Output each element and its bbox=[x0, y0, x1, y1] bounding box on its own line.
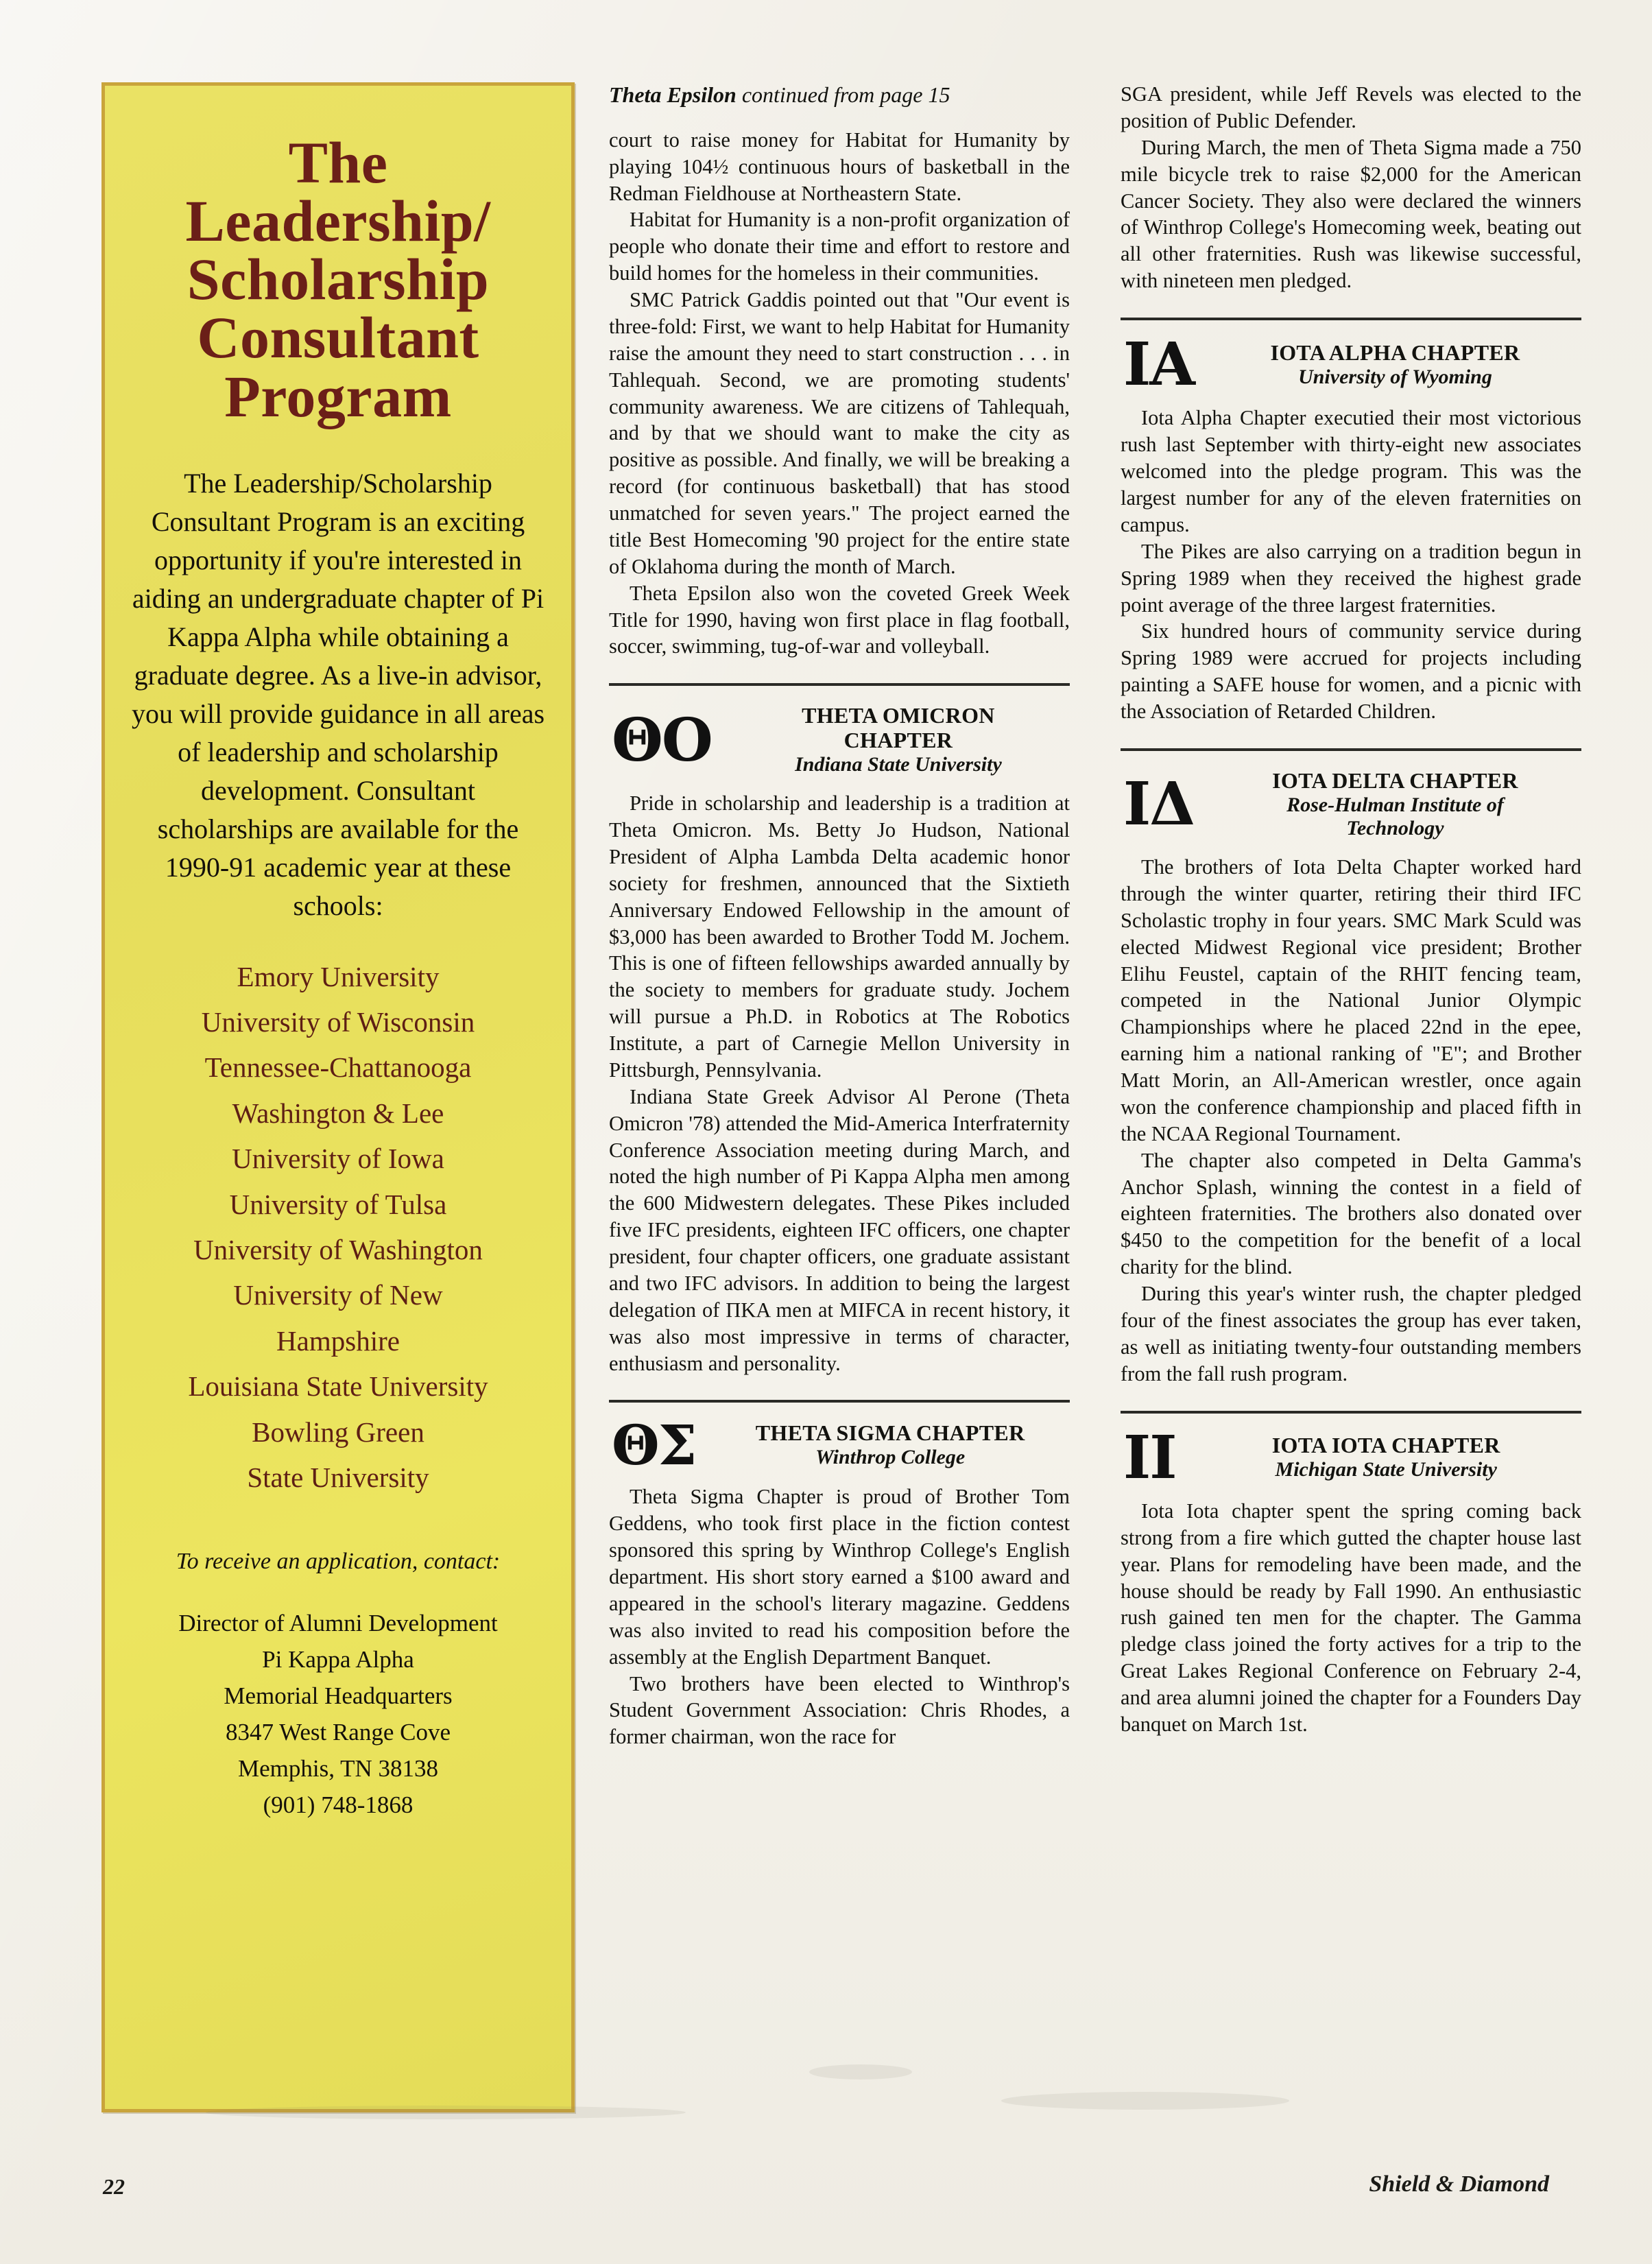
continued-from-line bbox=[609, 81, 1070, 109]
school-item: Emory University bbox=[237, 960, 440, 992]
school-item: Bowling Green bbox=[252, 1416, 424, 1448]
greek-letters-icon: ΘΣ bbox=[612, 1413, 696, 1478]
chapter-name-line-2: CHAPTER bbox=[843, 728, 953, 753]
publication-name: Shield & Diamond bbox=[1369, 2171, 1549, 2197]
section-divider bbox=[609, 1400, 1070, 1403]
school-item: University of Iowa bbox=[232, 1143, 444, 1175]
chapter-school: Michigan State University bbox=[1275, 1458, 1497, 1481]
article-paragraph: SMC Patrick Gaddis pointed out that "Our event is three-fold: First, we want to help Habitat for Humanity raise the amount they need to start construction . . . in Tahlequah. Second, we are promoting students' community awareness. We are citizens of Tahlequah, and by that we should want to make the city as positive as possible. And finally, we will be breaking a record (for continuous basketball) that has stood unmatched for seven years." The project earned the title Best Homecoming '90 project for the entire state of Oklahoma during the month of March. bbox=[609, 288, 1070, 578]
article-paragraph: Habitat for Humanity is a non-profit organization of people who donate their time and effort to restore and build homes for the homeless in their communities. bbox=[609, 208, 1070, 285]
school-item: Louisiana State University bbox=[188, 1370, 488, 1403]
school-item: University of New bbox=[233, 1279, 443, 1311]
contact-line: 8347 West Range Cove bbox=[225, 1719, 451, 1746]
greek-letters-icon: ΙΔ bbox=[1123, 770, 1194, 839]
article-paragraph: Theta Epsilon also won the coveted Greek Week Title for 1990, having won first place in flag football, soccer, swimming, tug-of-war and volleyball. bbox=[609, 581, 1070, 658]
continued-chapter-name: Theta Epsilon bbox=[609, 82, 737, 107]
promo-title-line-2: Leadership/ bbox=[185, 188, 491, 254]
school-item: University of Wisconsin bbox=[201, 1006, 475, 1038]
chapter-school: University of Wyoming bbox=[1298, 365, 1492, 388]
article-paragraph: During this year's winter rush, the chapter pledged four of the finest associates the group has ever taken, as well as initiating twenty-four outstanding members from the fall rush program. bbox=[1121, 1282, 1581, 1385]
scan-artifact bbox=[206, 2106, 686, 2119]
article-paragraph: Iota Iota chapter spent the spring coming back strong from a fire which gutted the chapter house last year. Plans for remodeling have been made, and the house should be ready by Fall 1990. An enthusiastic rush gained ten men for the chapter. The Gamma pledge class joined the forty actives for a trip to the Great Lakes Regional Conference on February 2-4, and area alumni joined the chapter for a Founders Day banquet on March 1st. bbox=[1121, 1499, 1581, 1736]
promo-title-line-4: Consultant bbox=[197, 305, 479, 371]
contact-line: Pi Kappa Alpha bbox=[262, 1645, 414, 1673]
school-item: Hampshire bbox=[276, 1324, 400, 1357]
continued-note: continued from page 15 bbox=[741, 82, 950, 107]
contact-line: Director of Alumni Development bbox=[178, 1609, 498, 1636]
article-paragraph: court to raise money for Habitat for Humanity by playing 104½ continuous hours of basketball in the Redman Fieldhouse at Northeastern State. bbox=[609, 128, 1070, 205]
chapter-school: Indiana State University bbox=[795, 752, 1002, 776]
chapter-name-line-1: THETA OMICRON bbox=[802, 703, 995, 728]
scan-artifact bbox=[1001, 2092, 1289, 2110]
chapter-header-iota-iota bbox=[1121, 1422, 1581, 1492]
chapter-header-iota-alpha bbox=[1121, 330, 1581, 399]
section-divider bbox=[1121, 318, 1581, 320]
section-divider bbox=[1121, 748, 1581, 751]
promo-title-line-5: Program bbox=[224, 363, 452, 429]
promo-contact-lead: To receive an application, contact: bbox=[176, 1548, 501, 1574]
chapter-header-theta-omicron bbox=[609, 704, 1070, 776]
chapter-name-line-1: IOTA IOTA CHAPTER bbox=[1271, 1433, 1500, 1458]
promo-contact-block bbox=[131, 1605, 545, 1824]
chapter-name-line-1: THETA SIGMA CHAPTER bbox=[755, 1420, 1025, 1446]
contact-phone: (901) 748-1868 bbox=[263, 1791, 414, 1819]
school-item: University of Tulsa bbox=[229, 1188, 447, 1220]
greek-letters-icon: ΘΟ bbox=[612, 705, 712, 775]
article-paragraph: The Pikes are also carrying on a tradition begun in Spring 1989 when they received the highest grade point average of the three largest fraternities. bbox=[1121, 539, 1581, 617]
section-divider bbox=[1121, 1411, 1581, 1414]
section-divider bbox=[609, 683, 1070, 686]
article-paragraph: Six hundred hours of community service during Spring 1989 were accrued for projects including painting a SAFE house for women, and a picnic with the Association of Retarded Children. bbox=[1121, 619, 1581, 724]
contact-line: Memphis, TN 38138 bbox=[238, 1755, 438, 1783]
chapter-header-theta-sigma bbox=[609, 1413, 1070, 1478]
promo-title-line-1: The bbox=[288, 130, 388, 195]
article-paragraph: Theta Sigma Chapter is proud of Brother Tom Geddens, who took first place in the fiction contest sponsored this spring by Winthrop College's English department. His short story earned a $100 award and appeared in the school's literary magazine. Geddens was also invited to read his composition before the assembly at the English Department Banquet. bbox=[609, 1485, 1070, 1669]
article-paragraph: Iota Alpha Chapter executied their most victorious rush last September with thirty-eight new associates welcomed into the pledge program. This was the largest number for any of the eleven fraternities on campus. bbox=[1121, 406, 1581, 536]
article-paragraph: SGA president, while Jeff Revels was elected to the position of Public Defender. bbox=[1121, 82, 1581, 132]
chapter-school-line-1: Rose-Hulman Institute of bbox=[1286, 793, 1504, 816]
promo-title-line-3: Scholarship bbox=[187, 246, 490, 313]
leadership-scholarship-promo-box bbox=[101, 82, 575, 2112]
article-paragraph: Indiana State Greek Advisor Al Perone (Theta Omicron '78) attended the Mid-America Interfraternity Conference Association meeting during March, and noted the high number of Pi Kappa Alpha men among the 600 Midwestern delegates. These Pikes included five IFC presidents, eighteen IFC officers, one chapter president, four chapter officers, one graduate assistant and two IFC advisors. In addition to being the largest delegation of ΠΚΑ men at MIFCA in recent history, it was also most impressive in terms of character, enthusiasm and personality. bbox=[609, 1084, 1070, 1375]
article-paragraph: Pride in scholarship and leadership is a tradition at Theta Omicron. Ms. Betty Jo Hudson, National President of Alpha Lambda Delta academic honor society for freshmen, announced that the Sixtieth Anniversary Endowed Fellowship in the amount of $3,000 has been awarded to Brother Todd M. Jochem. This is one of fifteen fellowships awarded annually by the society to members for graduate study. Jochem will pursue a Ph.D. in Robotics at The Robotics Institute, a part of Carnegie Mellon University in Pittsburgh, Pennsylvania. bbox=[609, 791, 1070, 1082]
promo-description: The Leadership/Scholarship Consultant Program is an exciting opportunity if you're interested in aiding an undergraduate chapter of Pi Kappa Alpha while obtaining a graduate degree. As a live-in advisor, you will provide guidance in all areas of leadership and scholarship development. Consultant scholarships are available for the 1990-91 academic year at these schools: bbox=[131, 467, 545, 921]
school-item: State University bbox=[247, 1462, 429, 1494]
greek-letters-icon: ΙΑ bbox=[1123, 330, 1194, 399]
chapter-school: Winthrop College bbox=[815, 1446, 966, 1469]
greek-letters-icon: ΙΙ bbox=[1123, 1422, 1176, 1492]
article-paragraph: The chapter also competed in Delta Gamma's Anchor Splash, winning the contest in a field of eighteen fraternities. The brothers also donated over $450 to the competition for the benefit of a local charity for the blind. bbox=[1121, 1148, 1581, 1279]
school-item: Tennessee-Chattanooga bbox=[204, 1051, 472, 1084]
scan-artifact bbox=[809, 2064, 912, 2080]
chapter-school-line-2: Technology bbox=[1346, 816, 1444, 839]
article-paragraph: The brothers of Iota Delta Chapter worked hard through the winter quarter, retiring their third IFC Scholastic trophy in four years. SMC Mark Sculd was elected Midwest Regional vice president; Brother Elihu Feustel, captain of the RHIT fencing team, competed in the National Junior Olympic Championships where he placed 22nd in the epee, earning him a national ranking of "E"; and Brother Matt Morin, an All-American wrestler, once again won the conference championship and placed fifth in the NCAA Regional Tournament. bbox=[1121, 855, 1581, 1145]
chapter-header-iota-delta bbox=[1121, 769, 1581, 840]
chapter-name-line-1: IOTA ALPHA CHAPTER bbox=[1270, 339, 1520, 365]
article-paragraph: During March, the men of Theta Sigma made a 750 mile bicycle trek to raise $2,000 for the American Cancer Society. They also were declared the winners of Winthrop College's Homecoming week, beating out all other fraternities. Rush was likewise successful, with nineteen men pledged. bbox=[1121, 135, 1581, 293]
page-number: 22 bbox=[103, 2174, 125, 2199]
article-paragraph: Two brothers have been elected to Winthrop's Student Government Association: Chris Rhodes, a former chairman, won the race for bbox=[609, 1671, 1070, 1749]
school-item: University of Washington bbox=[193, 1234, 483, 1266]
promo-title bbox=[131, 130, 545, 429]
school-item: Washington & Lee bbox=[232, 1097, 444, 1129]
promo-school-list bbox=[131, 954, 545, 1501]
right-text-column bbox=[1121, 81, 1581, 1738]
contact-line: Memorial Headquarters bbox=[224, 1682, 453, 1709]
chapter-name-line-1: IOTA DELTA CHAPTER bbox=[1272, 767, 1518, 793]
middle-text-column bbox=[609, 81, 1070, 1750]
